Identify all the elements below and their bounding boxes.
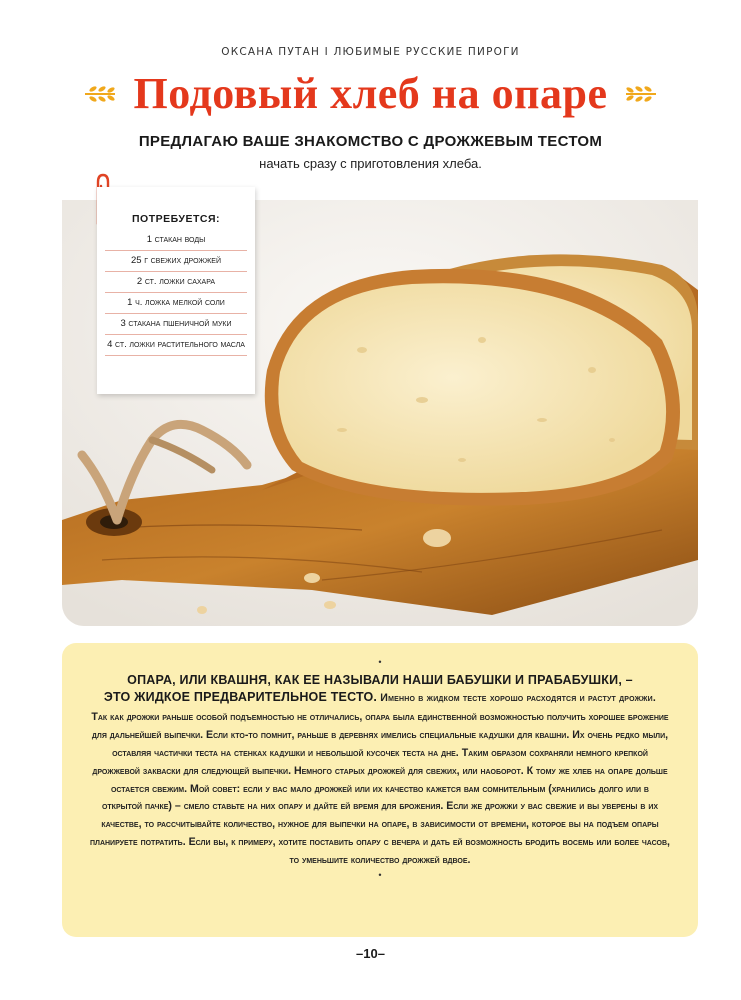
ingredient-item: 1 стакан воды — [105, 230, 247, 251]
bullet-bottom: • — [378, 870, 382, 881]
ingredients-list — [105, 230, 247, 356]
bullet-top: • — [378, 657, 382, 667]
info-body: Так как дрожжи раньше особой подъемностью не отличались, опара была единственной возможностью получить хорошее брожение для дальнейшей выпечки. Если кто-то помнит, раньше в деревнях имелись специальные кадушки для квашни. Их очень редко мыли, оставляя частички теста на стенках кадушки и небольшой кусочек теста на дне. Таким образом сохраняли немного крепкой дрожжевой закваски для следующей выпечки. Немного старых дрожжей для свежих, или наоборот. К тому же хлеб на опаре дольше остается свежим. Мой совет: если у вас мало дрожжей или их качество кажется вам сомнительным (хранились долго или в открытой пачке) – смело ставьте на них опару и дайте ей время для брожения. Если же дрожжи у вас свежие и вы уверены в их качестве, то рассчитывайте количество, нужное для выпечки на опаре, в зависимости от времени, которое вы на подъем опары планируете потратить. Если вы, к примеру, хотите поставить опару с вечера и дать ей возможность бродить восемь или более часов, то уменьшите количество дрожжей вдвое. — [90, 710, 670, 867]
ingredient-item: 3 стакана пшеничной муки — [105, 314, 247, 335]
ingredient-item: 1 ч. ложка мелкой соли — [105, 293, 247, 314]
info-heading-line1: ОПАРА, ИЛИ КВАШНЯ, КАК ЕЕ НАЗЫВАЛИ НАШИ БАБУШКИ И ПРАБАБУШКИ, – — [127, 673, 633, 687]
info-box — [62, 643, 698, 937]
running-head: ОКСАНА ПУТАН I ЛЮБИМЫЕ РУССКИЕ ПИРОГИ — [221, 46, 520, 58]
ingredient-item: 25 г свежих дрожжей — [105, 251, 247, 272]
subtitle: ПРЕДЛАГАЮ ВАШЕ ЗНАКОМСТВО С ДРОЖЖЕВЫМ ТЕСТОМ — [138, 133, 603, 150]
info-body-lead: Именно в жидком тесте хорошо расходятся и растут дрожжи. — [377, 692, 657, 704]
ingredient-item: 4 ст. ложки растительного масла — [105, 335, 247, 356]
wheat-sprig-left-icon — [83, 82, 117, 106]
wheat-sprig-right-icon — [624, 82, 658, 106]
page-number: –10– — [356, 946, 385, 961]
page-title: Подовый хлеб на опаре — [133, 69, 608, 118]
info-heading-text: ЭТО ЖИДКОЕ ПРЕДВАРИТЕЛЬНОЕ ТЕСТО. — [103, 690, 378, 704]
subtitle-continuation: начать сразу с приготовления хлеба. — [259, 156, 482, 171]
info-heading-line2 — [90, 689, 670, 708]
ingredients-card — [97, 187, 255, 394]
ingredients-heading: ПОТРЕБУЕТСЯ: — [132, 213, 220, 225]
title-row — [0, 66, 741, 122]
ingredient-item: 2 ст. ложки сахара — [105, 272, 247, 293]
